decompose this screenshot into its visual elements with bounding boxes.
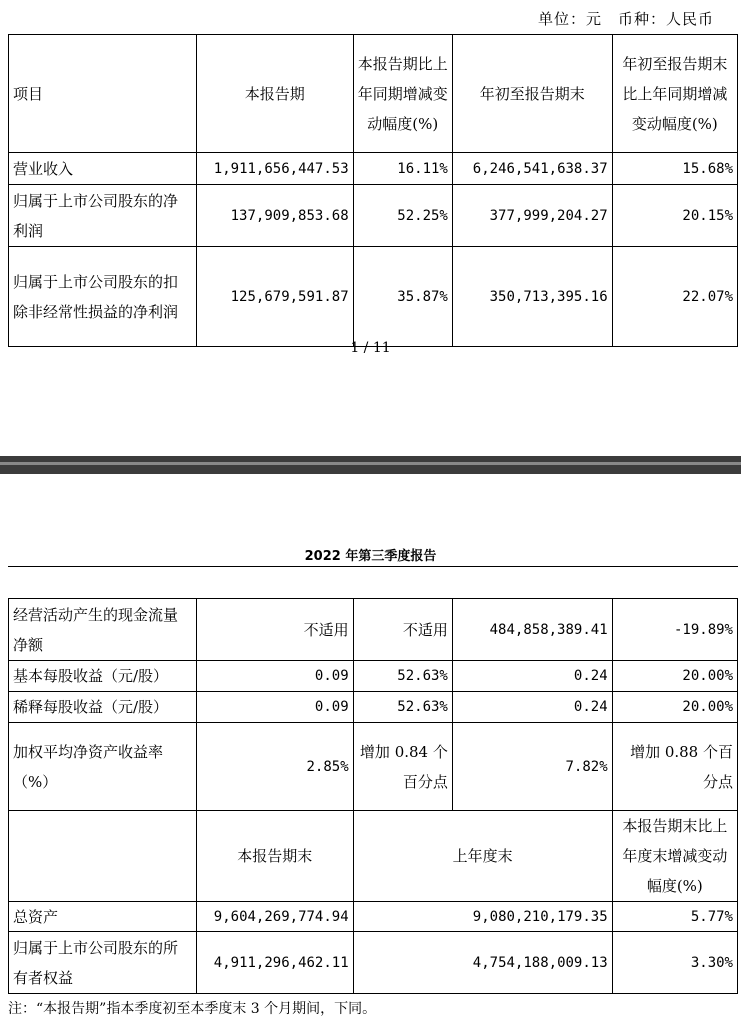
row-current: 125,679,591.87	[196, 247, 353, 347]
table-row	[9, 599, 738, 661]
row-current: 4,911,296,462.11	[196, 932, 353, 994]
row-current: 0.09	[196, 661, 353, 692]
row-ytd: 0.24	[452, 661, 612, 692]
row-ytd: 0.24	[452, 692, 612, 723]
row-current-pct: 增加 0.84 个百分点	[353, 723, 452, 811]
key-financials-table-part1	[8, 34, 738, 347]
balance-header-blank	[9, 811, 197, 902]
report-title: 2022 年第三季度报告	[304, 549, 437, 564]
header-period-end: 本报告期末	[196, 811, 353, 902]
header-prior-year-end: 上年度末	[353, 811, 612, 902]
row-ytd: 484,858,389.41	[452, 599, 612, 661]
header-item: 项目	[9, 35, 197, 153]
row-current-pct: 16.11%	[353, 153, 452, 185]
table-row	[9, 692, 738, 723]
unit-currency-line: 单位：元 币种：人民币	[538, 10, 715, 28]
table-row	[9, 153, 738, 185]
row-current-pct: 52.63%	[353, 661, 452, 692]
row-current-pct: 不适用	[353, 599, 452, 661]
key-financials-table-part2	[8, 598, 738, 994]
row-item: 归属于上市公司股东的所有者权益	[9, 932, 197, 994]
row-current-pct: 52.25%	[353, 185, 452, 247]
row-prior: 9,080,210,179.35	[353, 902, 612, 932]
row-current: 2.85%	[196, 723, 353, 811]
table-row	[9, 185, 738, 247]
page-number: 1 / 11	[350, 340, 391, 356]
row-item: 总资产	[9, 902, 197, 932]
header-period-end-change-pct: 本报告期末比上年度末增减变动幅度(%)	[612, 811, 737, 902]
row-prior: 4,754,188,009.13	[353, 932, 612, 994]
row-current: 137,909,853.68	[196, 185, 353, 247]
header-current-change-pct: 本报告期比上年同期增减变动幅度(%)	[353, 35, 452, 153]
row-ytd: 350,713,395.16	[452, 247, 612, 347]
balance-header-row	[9, 811, 738, 902]
header-current-period: 本报告期	[196, 35, 353, 153]
row-item: 归属于上市公司股东的净利润	[9, 185, 197, 247]
footnote: 注：“本报告期”指本季度初至本季度末 3 个月期间，下同。	[8, 1001, 377, 1017]
row-ytd-pct: -19.89%	[612, 599, 737, 661]
row-current-pct: 35.87%	[353, 247, 452, 347]
row-item: 基本每股收益（元/股）	[9, 661, 197, 692]
row-ytd-pct: 增加 0.88 个百分点	[612, 723, 737, 811]
row-ytd: 7.82%	[452, 723, 612, 811]
row-current: 不适用	[196, 599, 353, 661]
table-row	[9, 932, 738, 994]
row-item: 稀释每股收益（元/股）	[9, 692, 197, 723]
row-item: 加权平均净资产收益率（%）	[9, 723, 197, 811]
table-row	[9, 661, 738, 692]
row-ytd-pct: 20.00%	[612, 661, 737, 692]
row-ytd-pct: 15.68%	[612, 153, 737, 185]
row-current: 1,911,656,447.53	[196, 153, 353, 185]
header-rule	[8, 566, 738, 567]
table-row	[9, 247, 738, 347]
row-item: 经营活动产生的现金流量净额	[9, 599, 197, 661]
header-ytd: 年初至报告期末	[452, 35, 612, 153]
row-pct: 5.77%	[612, 902, 737, 932]
row-current: 0.09	[196, 692, 353, 723]
row-current-pct: 52.63%	[353, 692, 452, 723]
row-item: 营业收入	[9, 153, 197, 185]
row-item: 归属于上市公司股东的扣除非经常性损益的净利润	[9, 247, 197, 347]
page-break-divider	[0, 456, 741, 474]
table-row	[9, 902, 738, 932]
row-ytd: 377,999,204.27	[452, 185, 612, 247]
row-pct: 3.30%	[612, 932, 737, 994]
table-row	[9, 723, 738, 811]
header-ytd-change-pct: 年初至报告期末比上年同期增减变动幅度(%)	[612, 35, 737, 153]
row-ytd-pct: 20.15%	[612, 185, 737, 247]
row-ytd: 6,246,541,638.37	[452, 153, 612, 185]
row-ytd-pct: 22.07%	[612, 247, 737, 347]
table-header-row	[9, 35, 738, 153]
row-current: 9,604,269,774.94	[196, 902, 353, 932]
row-ytd-pct: 20.00%	[612, 692, 737, 723]
